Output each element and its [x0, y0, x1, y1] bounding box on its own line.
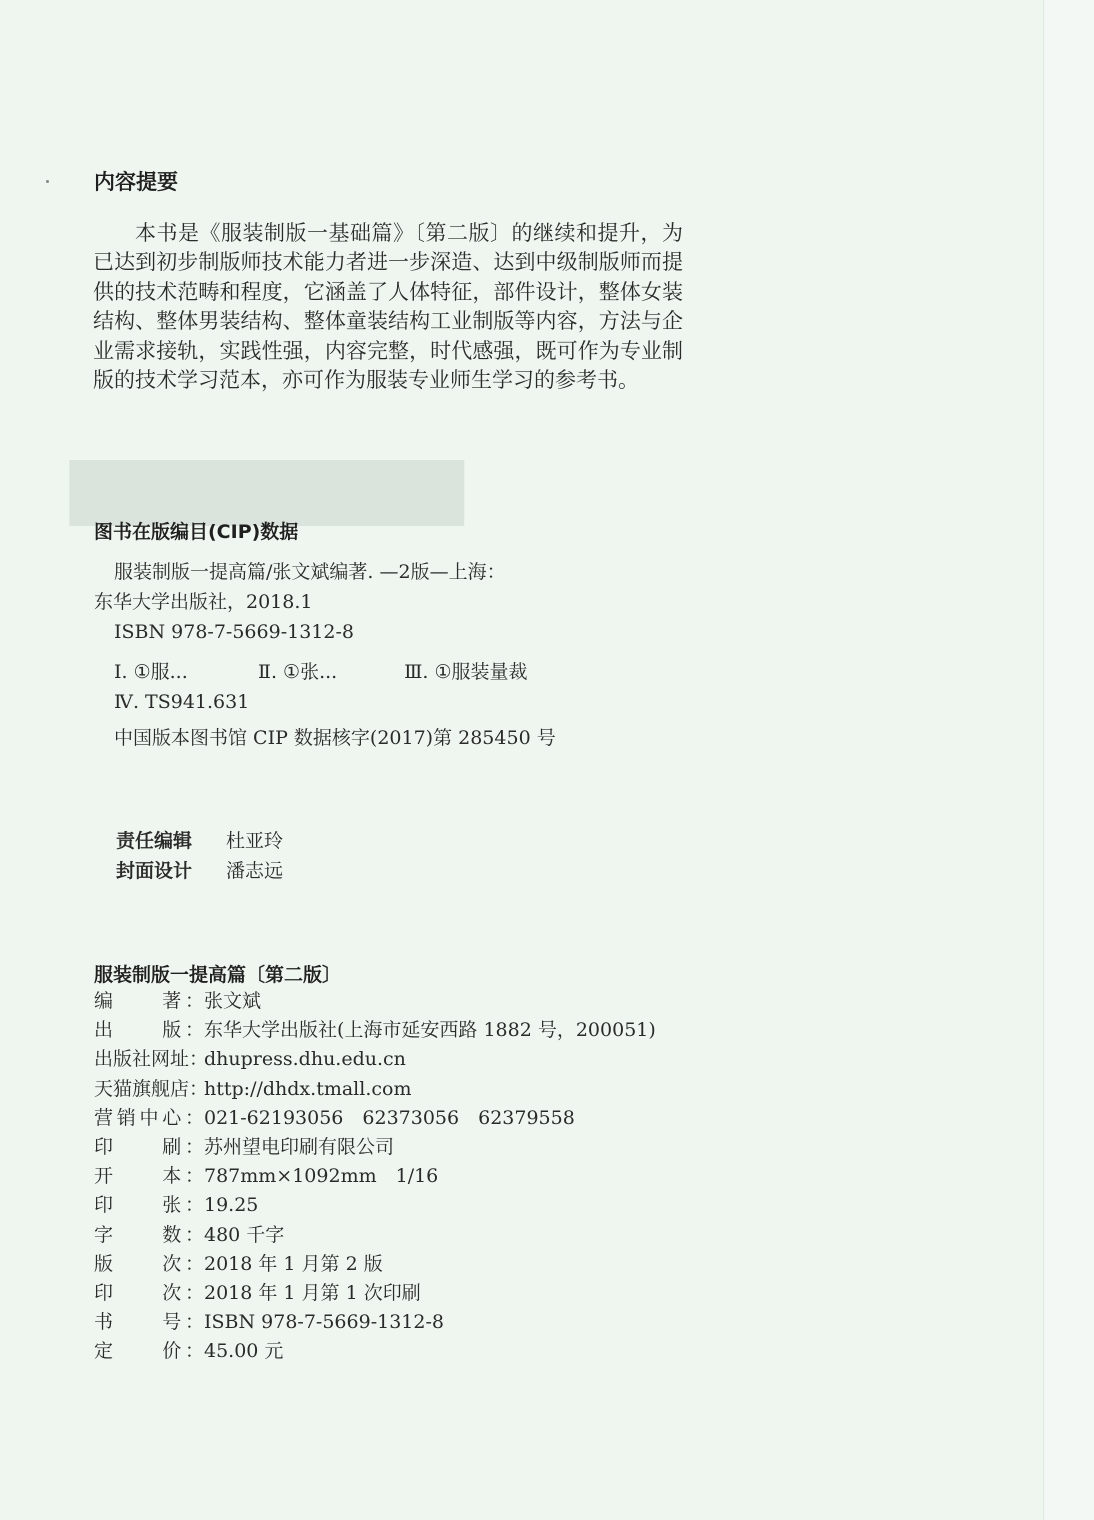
editor-row	[116, 826, 283, 856]
pub-value: 45.00 元	[204, 1340, 284, 1363]
publication-details	[94, 987, 656, 1367]
pub-label: 天猫旗舰店：	[94, 1077, 209, 1100]
pub-label: 版 次：	[94, 1252, 204, 1275]
publication-title: 服装制版一提高篇〔第二版〕	[94, 964, 342, 986]
show-through-top	[236, 138, 678, 175]
editor-label: 责任编辑	[116, 830, 193, 852]
summary-heading: 内容提要	[94, 170, 178, 194]
pub-value: dhupress.dhu.edu.cn	[204, 1048, 406, 1071]
pub-value: 021-62193056 62373056 62379558	[204, 1106, 575, 1129]
pub-value: 19.25	[204, 1194, 259, 1217]
cover-designer-row	[116, 856, 283, 886]
editors-block	[116, 826, 283, 886]
pub-row	[94, 987, 656, 1016]
show-through-mid: ▇▇▇▇▇▇▇▇	[70, 452, 464, 526]
pub-row	[94, 1221, 656, 1250]
pub-label: 开 本：	[94, 1165, 204, 1188]
editor-value: 杜亚玲	[226, 830, 284, 852]
pub-value: 东华大学出版社(上海市延安西路 1882 号，200051)	[204, 1019, 656, 1042]
cover-designer-label: 封面设计	[116, 860, 193, 882]
pub-value: http://dhdx.tmall.com	[204, 1077, 412, 1100]
pub-row	[94, 1075, 656, 1104]
pub-label: 印 刷：	[94, 1136, 204, 1159]
cip-record: 中国版本图书馆 CIP 数据核字(2017)第 285450 号	[114, 727, 556, 749]
cip-block	[94, 557, 734, 753]
pub-label: 字 数：	[94, 1223, 204, 1246]
pub-row	[94, 1133, 656, 1162]
pub-row	[94, 1337, 656, 1366]
pub-label: 印 张：	[94, 1194, 204, 1217]
cip-class-3: Ⅲ. ①服装量裁	[404, 661, 528, 683]
pub-row	[94, 1162, 656, 1191]
pub-value: 787mm×1092mm 1/16	[204, 1165, 439, 1188]
pub-value: ISBN 978-7-5669-1312-8	[204, 1311, 444, 1334]
pub-value: 2018 年 1 月第 2 版	[204, 1252, 383, 1275]
cip-class-1: Ⅰ. ①服...	[114, 661, 188, 683]
cip-line-3: ISBN 978-7-5669-1312-8	[114, 621, 354, 643]
pub-value: 张文斌	[204, 990, 262, 1012]
pub-label: 出版社网址：	[94, 1048, 209, 1071]
cover-designer-value: 潘志远	[226, 860, 284, 882]
pub-value: 2018 年 1 月第 1 次印刷	[204, 1282, 421, 1305]
pub-value: 480 千字	[204, 1223, 285, 1246]
pub-row	[94, 1104, 656, 1133]
pub-row	[94, 1191, 656, 1220]
pub-row	[94, 1045, 656, 1074]
summary-text: 本书是《服装制版一基础篇》〔第二版〕的继续和提升，为已达到初步制版师技术能力者进一步深造、达到中级制版师而提供的技术范畴和程度，它涵盖了人体特征，部件设计，整体女装结构、整体男装结构、整体童装结构工业制版等内容，方法与企业需求接轨，实践性强，内容完整，时代感强，既可作为专业制版的技术学习范本，亦可作为服装专业师生学习的参考书。	[93, 221, 683, 393]
pub-label: 印 次：	[94, 1282, 204, 1305]
cip-heading: 图书在版编目(CIP)数据	[94, 521, 299, 543]
cip-classification	[94, 657, 734, 687]
pub-label: 出 版：	[94, 1019, 204, 1042]
pub-label: 编 著：	[94, 990, 204, 1012]
pub-label: 书 号：	[94, 1311, 204, 1334]
page-right-edge	[1043, 0, 1094, 1520]
pub-row	[94, 1279, 656, 1308]
pub-label: 营销中心：	[94, 1106, 204, 1129]
pub-row	[94, 1016, 656, 1045]
cip-line-1: 服装制版一提高篇/张文斌编著. —2版—上海：	[114, 561, 506, 583]
pub-label: 定 价：	[94, 1340, 204, 1363]
pub-row	[94, 1308, 656, 1337]
scan-speck	[46, 180, 49, 183]
cip-class-4: Ⅳ. TS941.631	[114, 691, 250, 713]
cip-class-2: Ⅱ. ①张...	[258, 661, 338, 683]
cip-line-2: 东华大学出版社，2018.1	[94, 591, 313, 613]
pub-value: 苏州望电印刷有限公司	[204, 1136, 395, 1159]
pub-row	[94, 1250, 656, 1279]
